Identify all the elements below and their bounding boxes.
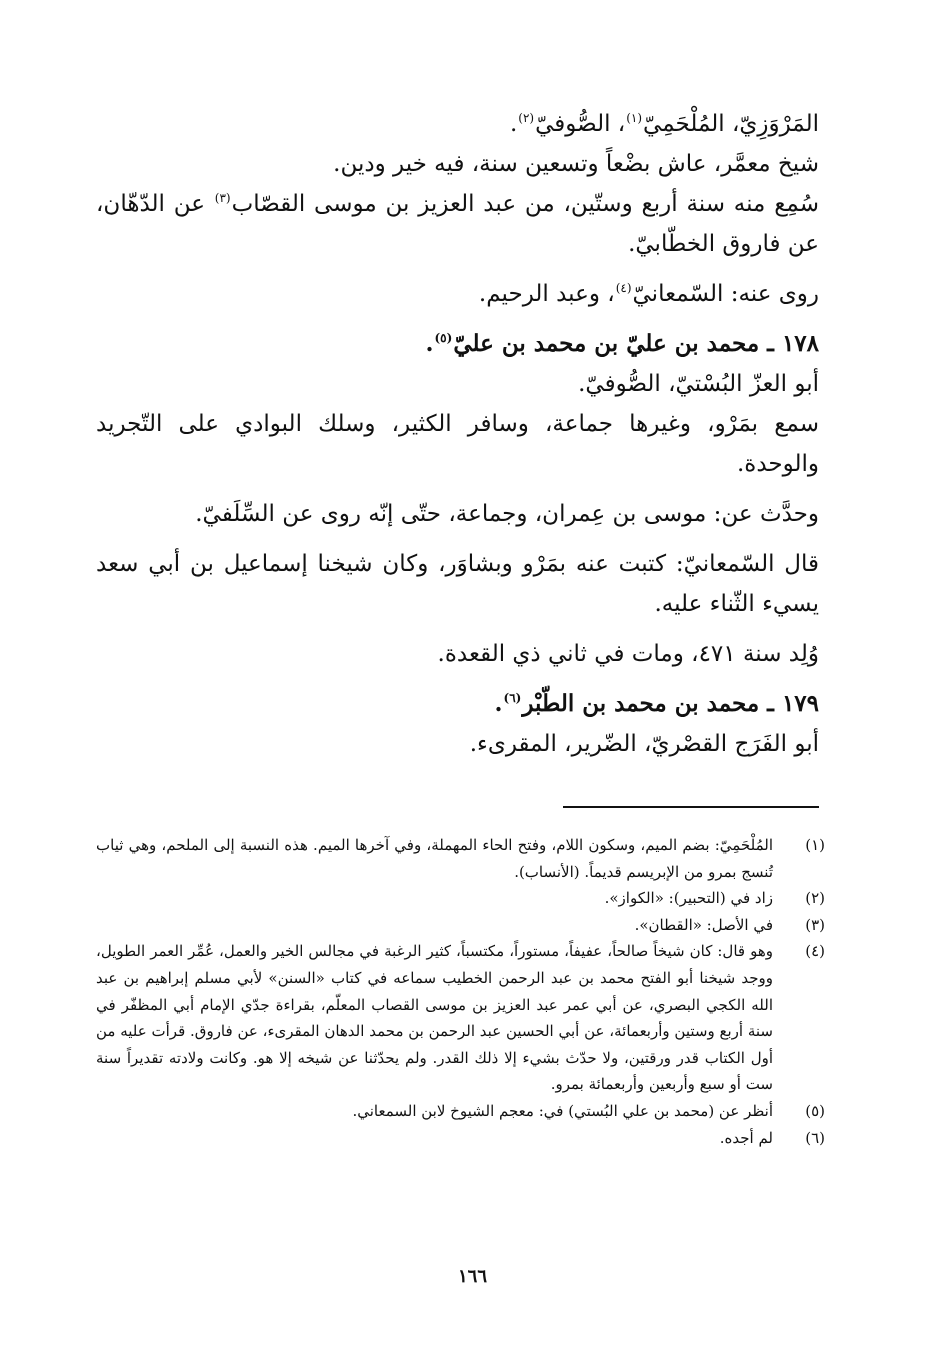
footnote xyxy=(96,885,825,912)
paragraph: المَرْوَزِيّ، المُلْحَمِيّ$^{(١)}$، الصُّوفيّ$^{(٢)}$. xyxy=(509,111,819,137)
footnote-number: (١) xyxy=(805,836,825,854)
footnote-number: (٦) xyxy=(805,1128,825,1147)
paragraph: شيخ معمَّر، عاش بضْعاً وتسعين سنة، فيه خير ودين. xyxy=(333,151,819,177)
footnote-text: المُلْحَمِيّ: بضم الميم، وسكون اللام، وفتح الحاء المهملة، وفي آخرها الميم. هذه النسبة إلى الملحم، وهي ثياب تُنسج بمرو من الإبريسم قديماً. (الأنساب). xyxy=(96,836,773,881)
paragraph: سمع بمَرْو، وغيرها جماعة، وسافر الكثير، وسلك البوادي على التّجريد والوحدة. xyxy=(96,411,819,477)
footnote-text: زاد في (التحبير): «الكواز». xyxy=(604,889,773,908)
footnote xyxy=(96,1098,825,1125)
footnote-number: (٥) xyxy=(805,1101,825,1120)
footnote-number: (٣) xyxy=(805,915,825,934)
footnote-ref[interactable]: (١) xyxy=(626,111,643,126)
footnote xyxy=(96,938,825,1098)
footnote-text: لم أجده. xyxy=(719,1128,773,1147)
footnote-number: (٤) xyxy=(805,942,825,961)
entry-heading-179: ١٧٩ ـ محمد بن محمد بن الطّبْر$^{(٦)}$. xyxy=(494,690,819,717)
paragraph: وحدَّث عن: موسى بن عِمران، وجماعة، حتّى إنّه روى عن السِّلَفيّ. xyxy=(195,501,819,527)
footnote-ref[interactable]: (٦) xyxy=(503,691,522,706)
entry-heading-178: ١٧٨ ـ محمد بن عليّ بن محمد بن عليّ$^{(٥)}$. xyxy=(425,330,819,357)
footnote xyxy=(96,832,825,885)
footnote-ref[interactable]: (٣) xyxy=(214,191,231,206)
footnote-text: وهو قال: كان شيخاً صالحاً، عفيفاً، مستوراً، مكتسباً، كثير الرغبة في مجالس الخير والعمل، عُمِّر العمر الطويل، ووجد شيخنا أبو الفتح محمد بن عبد الرحمن الخطيب سماعه في كتاب «السنن» لأبي مسلم إبراهيم بن عبد الله الكجي البصري، عن أبي عمر عبد العزيز بن موسى القصاب المعلّم، بقراءة جدّي الإمام أبي المظفّر في سنة أربع وستين وأربعمائة، عن أبي الحسين عبد الرحمن بن محمد الدهان المقرىء، عن فاروق. قرأت عليه من أول الكتاب قدر ورقتين، ولا حدّث بشيء إلا ذلك القدر. ولم يحدّثنا عن شيخه إلا هو. وكانت ولادته تقديراً سنة ست أو سبع وأربعين وأربعمائة بمرو. xyxy=(96,942,773,1094)
paragraph: روى عنه: السّمعانيّ$^{(٤)}$، وعبد الرحيم. xyxy=(478,281,819,307)
footnote xyxy=(96,912,825,939)
footnote xyxy=(96,1125,825,1152)
footnote-ref[interactable]: (٢) xyxy=(518,111,535,126)
footnote-ref[interactable]: (٥) xyxy=(434,331,453,346)
paragraph: وُلِد سنة ٤٧١، ومات في ثاني ذي القعدة. xyxy=(437,641,819,667)
main-text xyxy=(96,104,819,764)
paragraph: قال السّمعانيّ: كتبت عنه بمَرْو وبشاوَر، وكان شيخنا إسماعيل بن أبي سعد يسيء الثّناء عليه. xyxy=(96,551,819,617)
footnotes xyxy=(96,832,825,1151)
footnote-number: (٢) xyxy=(805,889,825,908)
footnote-ref[interactable]: (٤) xyxy=(615,281,632,296)
paragraph: أبو الفَرَج القصْريّ، الضّرير، المقرىء. xyxy=(469,731,819,757)
paragraph: سُمِع منه سنة أربع وستّين، من عبد العزيز بن موسى القصّاب$^{(٣)}$ عن الدّهّان، عن فاروق الخطّابيّ. xyxy=(96,191,820,257)
page-number: ١٦٦ xyxy=(457,1266,487,1287)
footnote-text: أنظر عن (محمد بن علي البُستي) في: معجم الشيوخ لابن السمعاني. xyxy=(352,1101,773,1120)
footnote-text: في الأصل: «القطان». xyxy=(634,915,773,934)
paragraph: أبو العزّ البُسْتيّ، الصُّوفيّ. xyxy=(578,371,819,397)
footnote-divider xyxy=(563,806,819,808)
